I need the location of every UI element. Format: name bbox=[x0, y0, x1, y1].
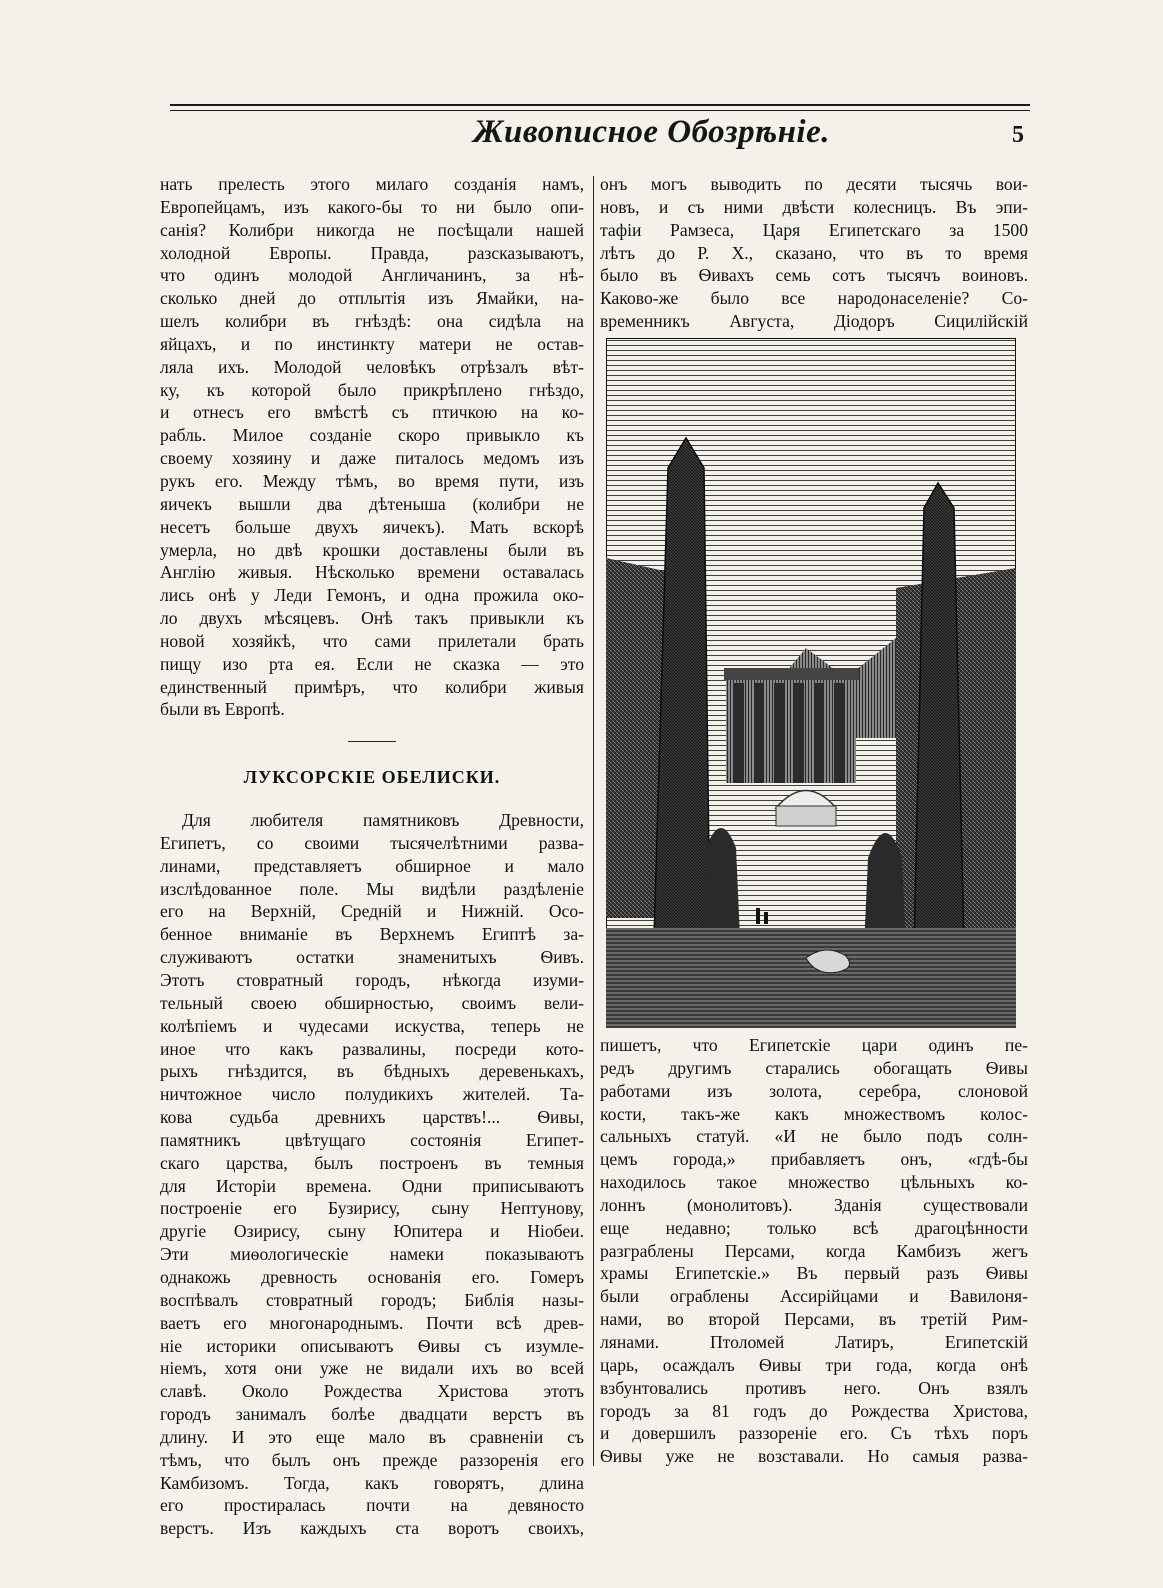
column-divider bbox=[593, 176, 594, 1466]
text-line: Каково-же было все народонаселеніе? Со- bbox=[600, 288, 1028, 309]
text-line: яичекъ вышли два дѣтеныша (колибри не bbox=[160, 493, 584, 514]
text-line: шелъ колибри въ гнѣздѣ: она сидѣла на bbox=[160, 311, 584, 332]
text-line: яйцахъ, и по инстинкту матери не остав- bbox=[160, 333, 584, 354]
text-line: взбунтовались противъ него. Онъ взялъ bbox=[600, 1377, 1028, 1398]
text-line: холодной Европы. Правда, разсказываютъ, bbox=[160, 242, 584, 263]
text-line: находилось такое множество цѣльныхъ ко- bbox=[600, 1172, 1028, 1193]
text-line: Англію живыя. Нѣсколько времени оставалась bbox=[160, 562, 584, 583]
text-line: тѣмъ, что былъ онъ прежде раззоренія его bbox=[160, 1449, 584, 1470]
text-line: несетъ больше двухъ яичекъ). Мать вскорѣ bbox=[160, 516, 584, 537]
text-line: своему хозяину и даже питалось медомъ изъ bbox=[160, 448, 584, 469]
text-line: длину. И это еще мало въ сравненіи съ bbox=[160, 1426, 584, 1447]
engraving-illustration bbox=[606, 338, 1016, 1028]
text-line: санія? Колибри никогда не посѣщали нашей bbox=[160, 219, 584, 240]
text-line: храмы Египетскіе.» Въ первый разъ Ѳивы bbox=[600, 1263, 1028, 1284]
text-line: онъ могъ выводить по десяти тысячь вои- bbox=[600, 174, 1028, 194]
text-line: нами, во второй Персами, въ третій Рим- bbox=[600, 1309, 1028, 1330]
text-line: ніе историки описываютъ Ѳивы съ изумле- bbox=[160, 1335, 584, 1356]
text-line: редъ другимъ старались обогащать Ѳивы bbox=[600, 1057, 1028, 1078]
text-line: Европейцамъ, изъ какого-бы то ни было опи- bbox=[160, 196, 584, 217]
luxor-article-body bbox=[160, 809, 584, 1540]
text-line: Этотъ стовратный городъ, нѣкогда изуми- bbox=[160, 970, 584, 990]
text-line: однакожь древность основанія его. Гомеръ bbox=[160, 1266, 584, 1287]
text-line: были въ Европѣ. bbox=[160, 699, 285, 720]
text-line: что одинъ молодой Англичанинъ, за нѣ- bbox=[160, 265, 584, 286]
text-line: царь, осаждалъ Ѳивы три года, когда онѣ bbox=[600, 1354, 1028, 1375]
text-line: лѣтъ до Р. Х., сказано, что въ то время bbox=[600, 242, 1028, 263]
text-line: верстъ. Изъ каждыхъ ста воротъ своихъ, bbox=[160, 1518, 584, 1539]
running-head bbox=[170, 114, 1030, 158]
text-line: его на Верхній, Средній и Нижній. Осо- bbox=[160, 901, 584, 922]
text-line: ку, къ которой было прикрѣплено гнѣздо, bbox=[160, 379, 584, 400]
text-line: бенное вниманіе въ Верхнемъ Египтѣ за- bbox=[160, 924, 584, 945]
text-line: кова судьба древнихъ царствъ!... Ѳивы, bbox=[160, 1107, 584, 1128]
text-line: Ѳивы уже не возставали. Но самыя разва- bbox=[600, 1446, 1028, 1467]
text-line: ваетъ его многонароднымъ. Почти всѣ древ- bbox=[160, 1312, 584, 1333]
text-line: рыхъ гнѣздится, въ бѣдныхъ деревенькахъ, bbox=[160, 1061, 584, 1082]
hut-base bbox=[776, 806, 836, 826]
text-line: умерла, но двѣ крошки доставлены были въ bbox=[160, 539, 584, 560]
text-line: лись онѣ у Леди Гемонъ, и одна прожила око- bbox=[160, 585, 584, 606]
text-line: цемъ города,» прибавляетъ онъ, «гдѣ-бы bbox=[600, 1149, 1028, 1170]
text-line: Камбизомъ. Тогда, какъ говорятъ, длина bbox=[160, 1472, 584, 1493]
masthead-title: Живописное Обозрѣніе. bbox=[473, 114, 830, 150]
text-line: Египетъ, со своими тысячелѣтними разва- bbox=[160, 832, 584, 853]
header-rule-top bbox=[170, 104, 1030, 106]
text-line: и довершилъ раззореніе его. Съ тѣхъ поръ bbox=[600, 1423, 1028, 1444]
text-line: для Исторіи времена. Одни приписываютъ bbox=[160, 1175, 584, 1196]
right-column-bottom bbox=[600, 1034, 1028, 1468]
text-line: нать прелесть этого милаго созданія намъ, bbox=[160, 174, 584, 194]
text-line: пищу изо рта ея. Если не сказка — это bbox=[160, 653, 584, 674]
text-line: ло двухъ мѣсяцевъ. Онѣ такъ привыкли къ bbox=[160, 608, 584, 629]
text-line: Для любителя памятниковъ Древности, bbox=[182, 810, 584, 831]
luxor-obelisks-engraving bbox=[606, 338, 1016, 1028]
text-line: рукъ его. Между тѣмъ, во время пути, изъ bbox=[160, 470, 584, 491]
text-line: лянами. Птоломей Латиръ, Египетскій bbox=[600, 1331, 1028, 1352]
text-line: изслѣдованное поле. Мы видѣли раздѣленіе bbox=[160, 878, 584, 899]
text-line: кости, такъ-же какъ множествомъ колос- bbox=[600, 1103, 1028, 1124]
text-line: тафіи Рамзеса, Царя Египетскаго за 1500 bbox=[600, 219, 1028, 240]
text-line: временникъ Августа, Діодоръ Сицилійскій bbox=[600, 311, 1028, 332]
text-line: единственный примѣръ, что колибри живыя bbox=[160, 676, 584, 697]
text-line: новой хозяйкѣ, что сами прилетали брать bbox=[160, 630, 584, 651]
text-line: и отнесъ его вмѣстѣ съ птичкою на ко- bbox=[160, 402, 584, 423]
header-rule-bottom bbox=[170, 110, 1030, 111]
page-number: 5 bbox=[1012, 122, 1024, 148]
text-line: его простиралась почти на девяносто bbox=[160, 1495, 584, 1516]
section-heading: ЛУКСОРСКІЕ ОБЕЛИСКИ. bbox=[243, 767, 501, 788]
text-line: лоннъ (монолитовъ). Зданія существовали bbox=[600, 1194, 1028, 1215]
text-line: сальныхъ статуй. «И не было подъ солн- bbox=[600, 1126, 1028, 1147]
text-line: иное что какъ развалины, посреди кото- bbox=[160, 1038, 584, 1059]
text-line: новъ, и съ ними двѣсти колесницъ. Въ эпи- bbox=[600, 196, 1028, 217]
text-line: колѣпіемъ и чудесами искуства, теперь не bbox=[160, 1015, 584, 1036]
text-line: сколько дней до отплытія изъ Ямайки, на- bbox=[160, 288, 584, 309]
text-line: ніемъ, хотя они уже не видали ихъ во всей bbox=[160, 1358, 584, 1379]
text-line: служиваютъ остатки знаменитыхъ Ѳивъ. bbox=[160, 947, 584, 968]
text-line: тельный своею обширностью, своимъ вели- bbox=[160, 992, 584, 1013]
right-column-top bbox=[600, 173, 1028, 333]
text-line: разграблены Персами, когда Камбизъ жегъ bbox=[600, 1240, 1028, 1261]
text-line: городъ занималъ болѣе двадцати верстъ въ bbox=[160, 1404, 584, 1425]
text-line: славѣ. Около Рождества Христова этотъ bbox=[160, 1381, 584, 1402]
section-separator bbox=[348, 741, 396, 742]
text-line: городъ за 81 годъ до Рождества Христова, bbox=[600, 1400, 1028, 1421]
text-line: другіе Озирису, сыну Юпитера и Ніобеи. bbox=[160, 1221, 584, 1242]
text-line: работами изъ золота, серебра, слоновой bbox=[600, 1080, 1028, 1101]
text-line: построеніе его Бузирису, сыну Нептунову, bbox=[160, 1198, 584, 1219]
foreground-ground bbox=[606, 928, 1016, 1028]
text-line: памятникъ цвѣтущаго состоянія Египет- bbox=[160, 1129, 584, 1150]
text-line: ляла ихъ. Молодой человѣкъ отрѣзалъ вѣт- bbox=[160, 356, 584, 377]
left-column bbox=[160, 173, 584, 1540]
hummingbird-article-tail bbox=[160, 173, 584, 721]
text-line: рабль. Милое созданіе скоро привыкло къ bbox=[160, 425, 584, 446]
text-line: еще недавно; только всѣ драгоцѣнности bbox=[600, 1217, 1028, 1238]
left-seated-statue bbox=[702, 828, 740, 938]
text-line: было въ Ѳивахъ семь сотъ тысячъ воиновъ. bbox=[600, 265, 1028, 286]
text-line: были ограблены Ассирійцами и Вавилоня- bbox=[600, 1286, 1028, 1307]
text-line: ничтожное число полудикихъ жителей. Та- bbox=[160, 1084, 584, 1105]
colonnade-architrave bbox=[724, 668, 859, 680]
text-line: Эти миѳологическіе намеки показываютъ bbox=[160, 1244, 584, 1265]
text-line: пишетъ, что Египетскіе цари одинъ пе- bbox=[600, 1035, 1028, 1055]
text-line: воспѣвалъ стовратный городъ; Библія назы- bbox=[160, 1289, 584, 1310]
text-line: скаго царства, былъ построенъ въ темныя bbox=[160, 1152, 584, 1173]
text-line: линами, представляетъ обширное и мало bbox=[160, 855, 584, 876]
